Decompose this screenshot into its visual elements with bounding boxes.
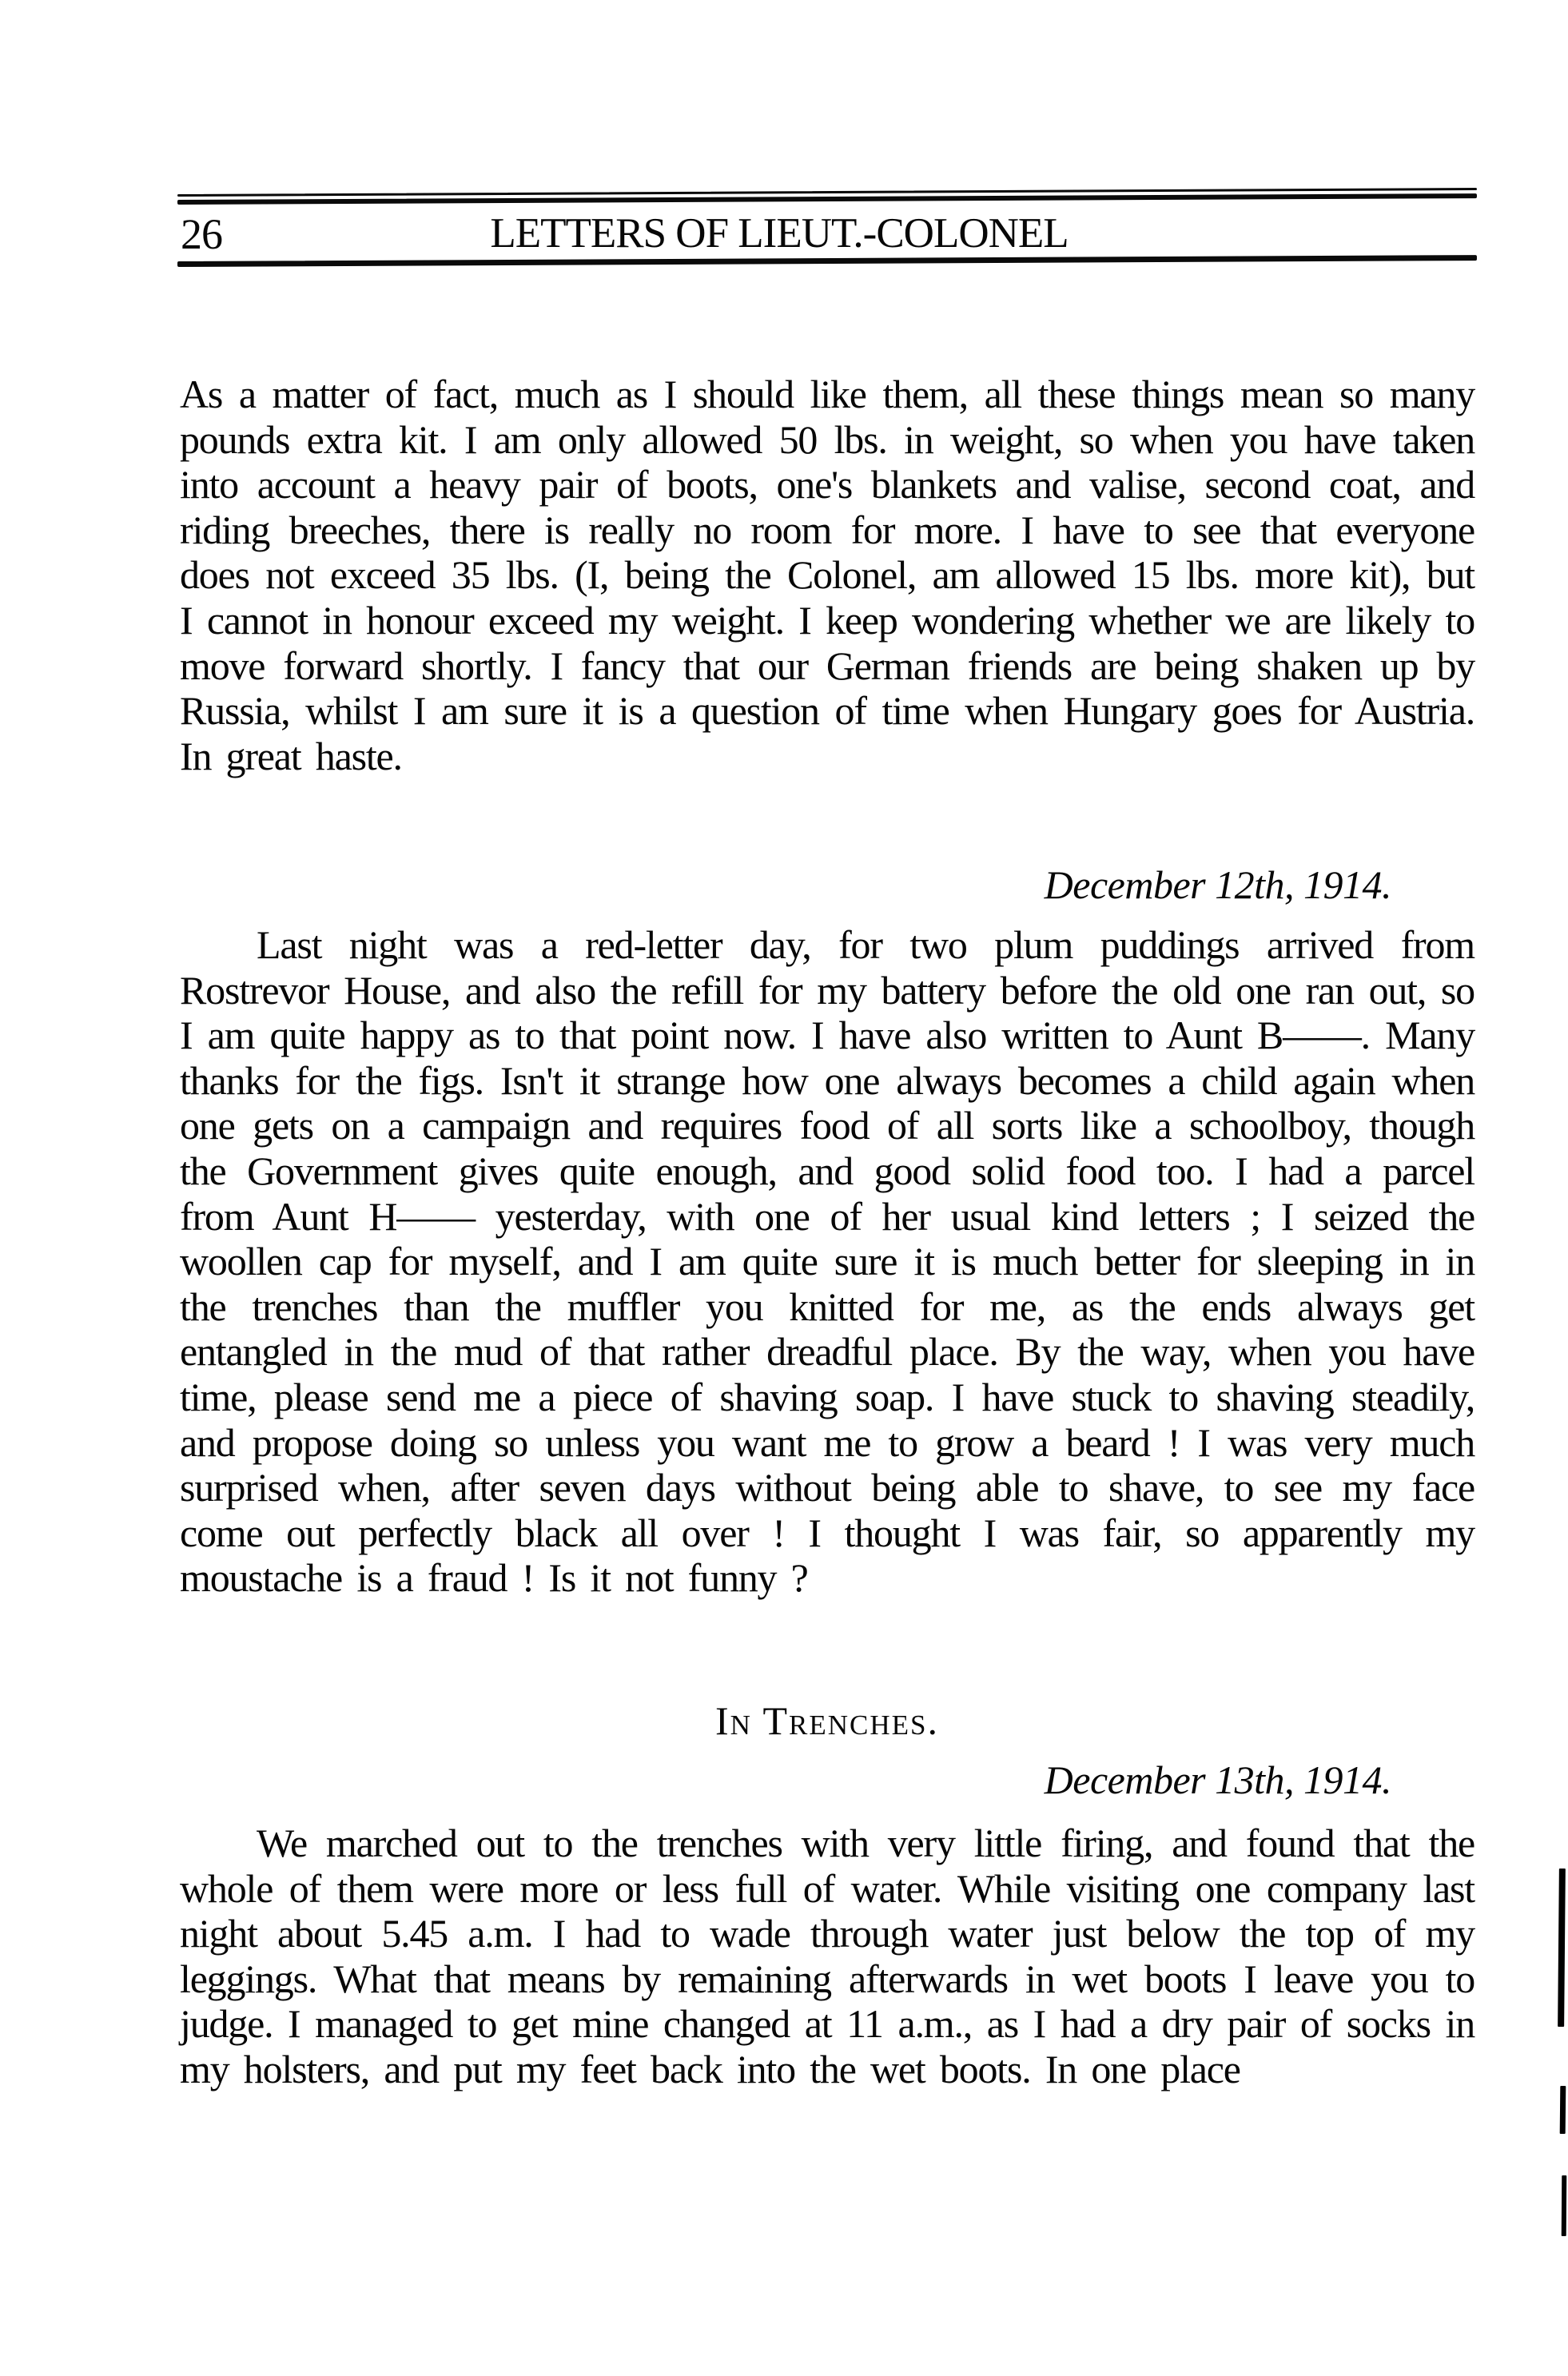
page-number: 26 xyxy=(181,210,222,258)
running-title: LETTERS OF LIEUT.-COLONEL xyxy=(490,210,1069,257)
letter-body-december-12: Last night was a red-letter day, for two plum puddings arrived from Rostrevor House, and also the refill for my battery before the old one ran out, so I am quite happy as to that point now. I have also written to Aunt B——. Many thanks for the figs. Isn't it strange how one always becomes a child again when one gets on a campaign and requires food of all sorts like a schoolboy, though the Government gives quite enough, and good solid food too. I had a parcel from Aunt H—— yesterday, with one of her usual kind letters ; I seized the woollen cap for myself, and I am quite sure it is much better for sleeping in in the trenches than the muffler you knitted for me, as the ends always get entangled in the mud of that rather dreadful place. By the way, when you have time, please send me a piece of shaving soap. I have stuck to shaving steadily, and propose doing so unless you want me to grow a beard ! I was very much surprised when, after seven days without being able to shave, to see my face come out perfectly black all over ! I thought I was fair, so apparently my moustache is a fraud ! Is it not funny ? xyxy=(180,922,1474,1601)
scan-artifact-mark xyxy=(1560,2086,1566,2134)
scan-artifact-mark xyxy=(1558,1869,1566,2027)
letter-body-december-13: We marched out to the trenches with very little firing, and found that the whole of them were more or less full of water. While visiting one company last night about 5.45 a.m. I had to wade through water just below the top of my leggings. What that means by remaining afterwards in wet boots I leave you to judge. I managed to get mine changed at 11 a.m., as I had a dry pair of socks in my holsters, and put my feet back into the wet boots. In one place xyxy=(180,1821,1474,2091)
scan-artifact-mark xyxy=(1562,2175,1567,2236)
letter-dateline-december-12: December 12th, 1914. xyxy=(1044,862,1391,907)
letter-dateline-december-13: December 13th, 1914. xyxy=(1044,1757,1391,1802)
header-rule-bottom xyxy=(177,255,1477,267)
letter-location-heading: In Trenches. xyxy=(714,1698,940,1743)
letter-continuation-paragraph: As a matter of fact, much as I should like them, all these things mean so many pounds extra kit. I am only allowed 50 lbs. in weight, so when you have taken into account a heavy pair of boots, one's blankets and valise, second coat, and riding breeches, there is really no room for more. I have to see that everyone does not exceed 35 lbs. (I, being the Colonel, am allowed 15 lbs. more kit), but I cannot in honour exceed my weight. I keep wondering whether we are likely to move forward shortly. I fancy that our German friends are being shaken up by Russia, whilst I am sure it is a question of time when Hungary goes for Austria. In great haste. xyxy=(180,372,1474,778)
